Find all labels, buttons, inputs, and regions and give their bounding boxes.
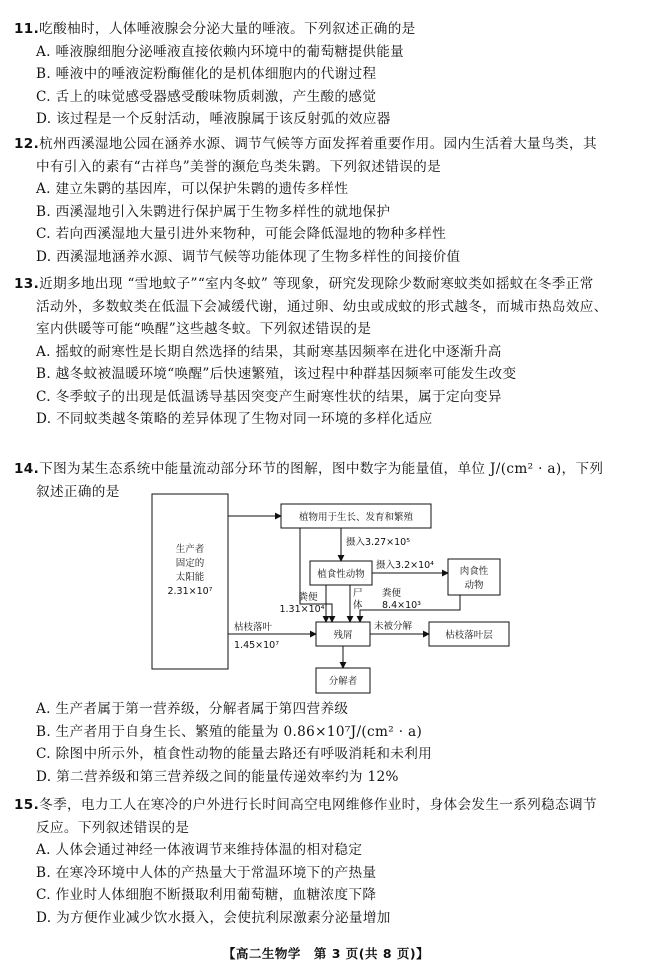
carnivore-label-1: 肉食性	[459, 566, 489, 577]
option-13-a: A. 摇蚊的耐寒性是长期自然选择的结果，其耐寒基因频率在进化中逐渐升高	[36, 343, 502, 360]
question-11-stem	[14, 18, 642, 41]
producer-label-1: 生产者	[175, 544, 205, 555]
feces2-label-1: 粪便	[382, 588, 402, 599]
question-11-stem-text: 吃酸柚时，人体唾液腺会分泌大量的唾液。下列叙述正确的是	[39, 21, 416, 37]
question-13-stem-line-2: 活动外，多数蚊类在低温下会减缓代谢，通过卵、幼虫或成蚊的形式越冬，而城市热岛效应、	[36, 298, 608, 315]
option-14-c: C. 除图中所示外，植食性动物的能量去路还有呼吸消耗和未利用	[36, 746, 433, 762]
question-12-number: 12.	[14, 136, 40, 152]
question-14-stem-line-1	[14, 458, 642, 481]
decomposer-label: 分解者	[328, 676, 358, 687]
option-14-d: D. 第二营养级和第三营养级之间的能量传递效率约为 12%	[36, 768, 399, 785]
option-14-a: A. 生产者属于第一营养级，分解者属于第四营养级	[36, 701, 349, 717]
option-13-c: C. 冬季蚊子的出现是低温诱导基因突变产生耐寒性状的结果，属于定向变异	[36, 388, 502, 405]
option-12-c: C. 若向西溪湿地大量引进外来物种，可能会降低湿地的物种多样性	[36, 226, 447, 242]
feces1-label-1: 粪便	[298, 592, 318, 603]
question-12-stem-line-2: 中有引入的素有“古祥鸟”美誉的濒危鸟类朱鹮。下列叙述错误的是	[36, 158, 442, 175]
feces1-label-2: 1.31×10⁴	[279, 604, 325, 615]
producer-label-3: 太阳能	[175, 572, 205, 583]
question-15-number: 15.	[14, 797, 40, 813]
question-15-stem-line-2: 反应。下列叙述错误的是	[36, 819, 190, 836]
question-14-options	[14, 698, 642, 788]
option-12-d: D. 西溪湿地涵养水源、调节气候等功能体现了生物多样性的间接价值	[36, 248, 461, 265]
option-11-a: A. 唾液腺细胞分泌唾液直接依赖内环境中的葡萄糖提供能量	[36, 43, 405, 60]
undecomposed-label: 未被分解	[374, 621, 413, 632]
feces2-label-2: 8.4×10³	[382, 600, 421, 611]
growth-label: 植物用于生长、发育和繁殖	[298, 512, 414, 523]
question-14-stem-text-1: 下图为某生态系统中能量流动部分环节的图解，图中数字为能量值，单位 J/(cm² · a)，下列	[39, 461, 604, 477]
question-11	[14, 18, 642, 131]
herbivore-label: 植食性动物	[317, 569, 365, 580]
option-15-c: C. 作业时人体细胞不断摄取利用葡萄糖，血糖浓度下降	[36, 887, 377, 903]
litter-label-1: 枯枝落叶	[234, 622, 273, 633]
option-12-a: A. 建立朱鹮的基因库，可以保护朱鹮的遗传多样性	[36, 181, 349, 197]
question-14-stem-line-2: 叙述正确的是	[36, 483, 120, 500]
option-13-d: D. 不同蚊类越冬策略的差异体现了生物对同一环境的多样化适应	[36, 411, 433, 427]
page-footer: 【高二生物学 第 3 页(共 8 页)】	[222, 946, 430, 961]
option-11-b: B. 唾液中的唾液淀粉酶催化的是机体细胞内的代谢过程	[36, 66, 377, 82]
question-12-stem-text-1: 杭州西溪湿地公园在涵养水源、调节气候等方面发挥着重要作用。园内生活着大量鸟类，其	[39, 136, 597, 152]
option-11-d: D. 该过程是一个反射活动，唾液腺属于该反射弧的效应器	[36, 111, 391, 127]
question-12-stem-line-1	[14, 133, 642, 156]
question-14-number: 14.	[14, 461, 40, 477]
litter-layer-label: 枯枝落叶层	[445, 630, 493, 641]
carnivore-label-2: 动物	[464, 580, 484, 591]
litter-label-2: 1.45×10⁷	[234, 640, 280, 651]
residue-label: 残屑	[333, 630, 353, 641]
option-15-a: A. 人体会通过神经一体液调节来维持体温的相对稳定	[36, 842, 363, 858]
question-13-number: 13.	[14, 276, 40, 292]
option-13-b: B. 越冬蚊被温暖环境“唤醒”后快速繁殖，该过程中种群基因频率可能发生改变	[36, 366, 517, 382]
carcass-label-2: 体	[353, 600, 363, 611]
option-11-c: C. 舌上的味觉感受器感受酸味物质刺激，产生酸的感觉	[36, 88, 377, 105]
question-13-stem-line-3: 室内供暖等可能“唤醒”这些越冬蚊。下列叙述错误的是	[36, 321, 372, 337]
question-11-number: 11.	[14, 21, 40, 37]
question-15-stem-text-1: 冬季，电力工人在寒冷的户外进行长时间高空电网维修作业时，身体会发生一系列稳态调节	[39, 797, 597, 813]
option-12-b: B. 西溪湿地引入朱鹮进行保护属于生物多样性的就地保护	[36, 203, 391, 220]
question-13-stem-line-1	[14, 273, 642, 296]
question-15	[14, 794, 642, 929]
intake-label: 摄入3.27×10⁵	[346, 537, 411, 548]
option-15-b: B. 在寒冷环境中人体的产热量大于常温环境下的产热量	[36, 864, 377, 881]
intake2-label: 摄入3.2×10⁴	[376, 560, 434, 571]
question-13-stem-text-1: 近期多地出现 “雪地蚊子”“室内冬蚊” 等现象，研究发现除少数耐寒蚊类如摇蚊在冬季正常	[39, 276, 594, 292]
question-15-stem-line-1	[14, 794, 642, 817]
energy-flow-diagram	[150, 492, 520, 696]
producer-value: 2.31×10⁷	[167, 586, 213, 597]
option-14-b: B. 生产者用于自身生长、繁殖的能量为 0.86×10⁷J/(cm² · a)	[36, 723, 423, 740]
producer-label-2: 固定的	[175, 558, 205, 569]
option-15-d: D. 为方便作业减少饮水摄入，会使抗利尿激素分泌量增加	[36, 909, 391, 926]
question-12	[14, 133, 642, 268]
question-13	[14, 273, 642, 431]
carcass-label-1: 尸	[353, 588, 363, 599]
